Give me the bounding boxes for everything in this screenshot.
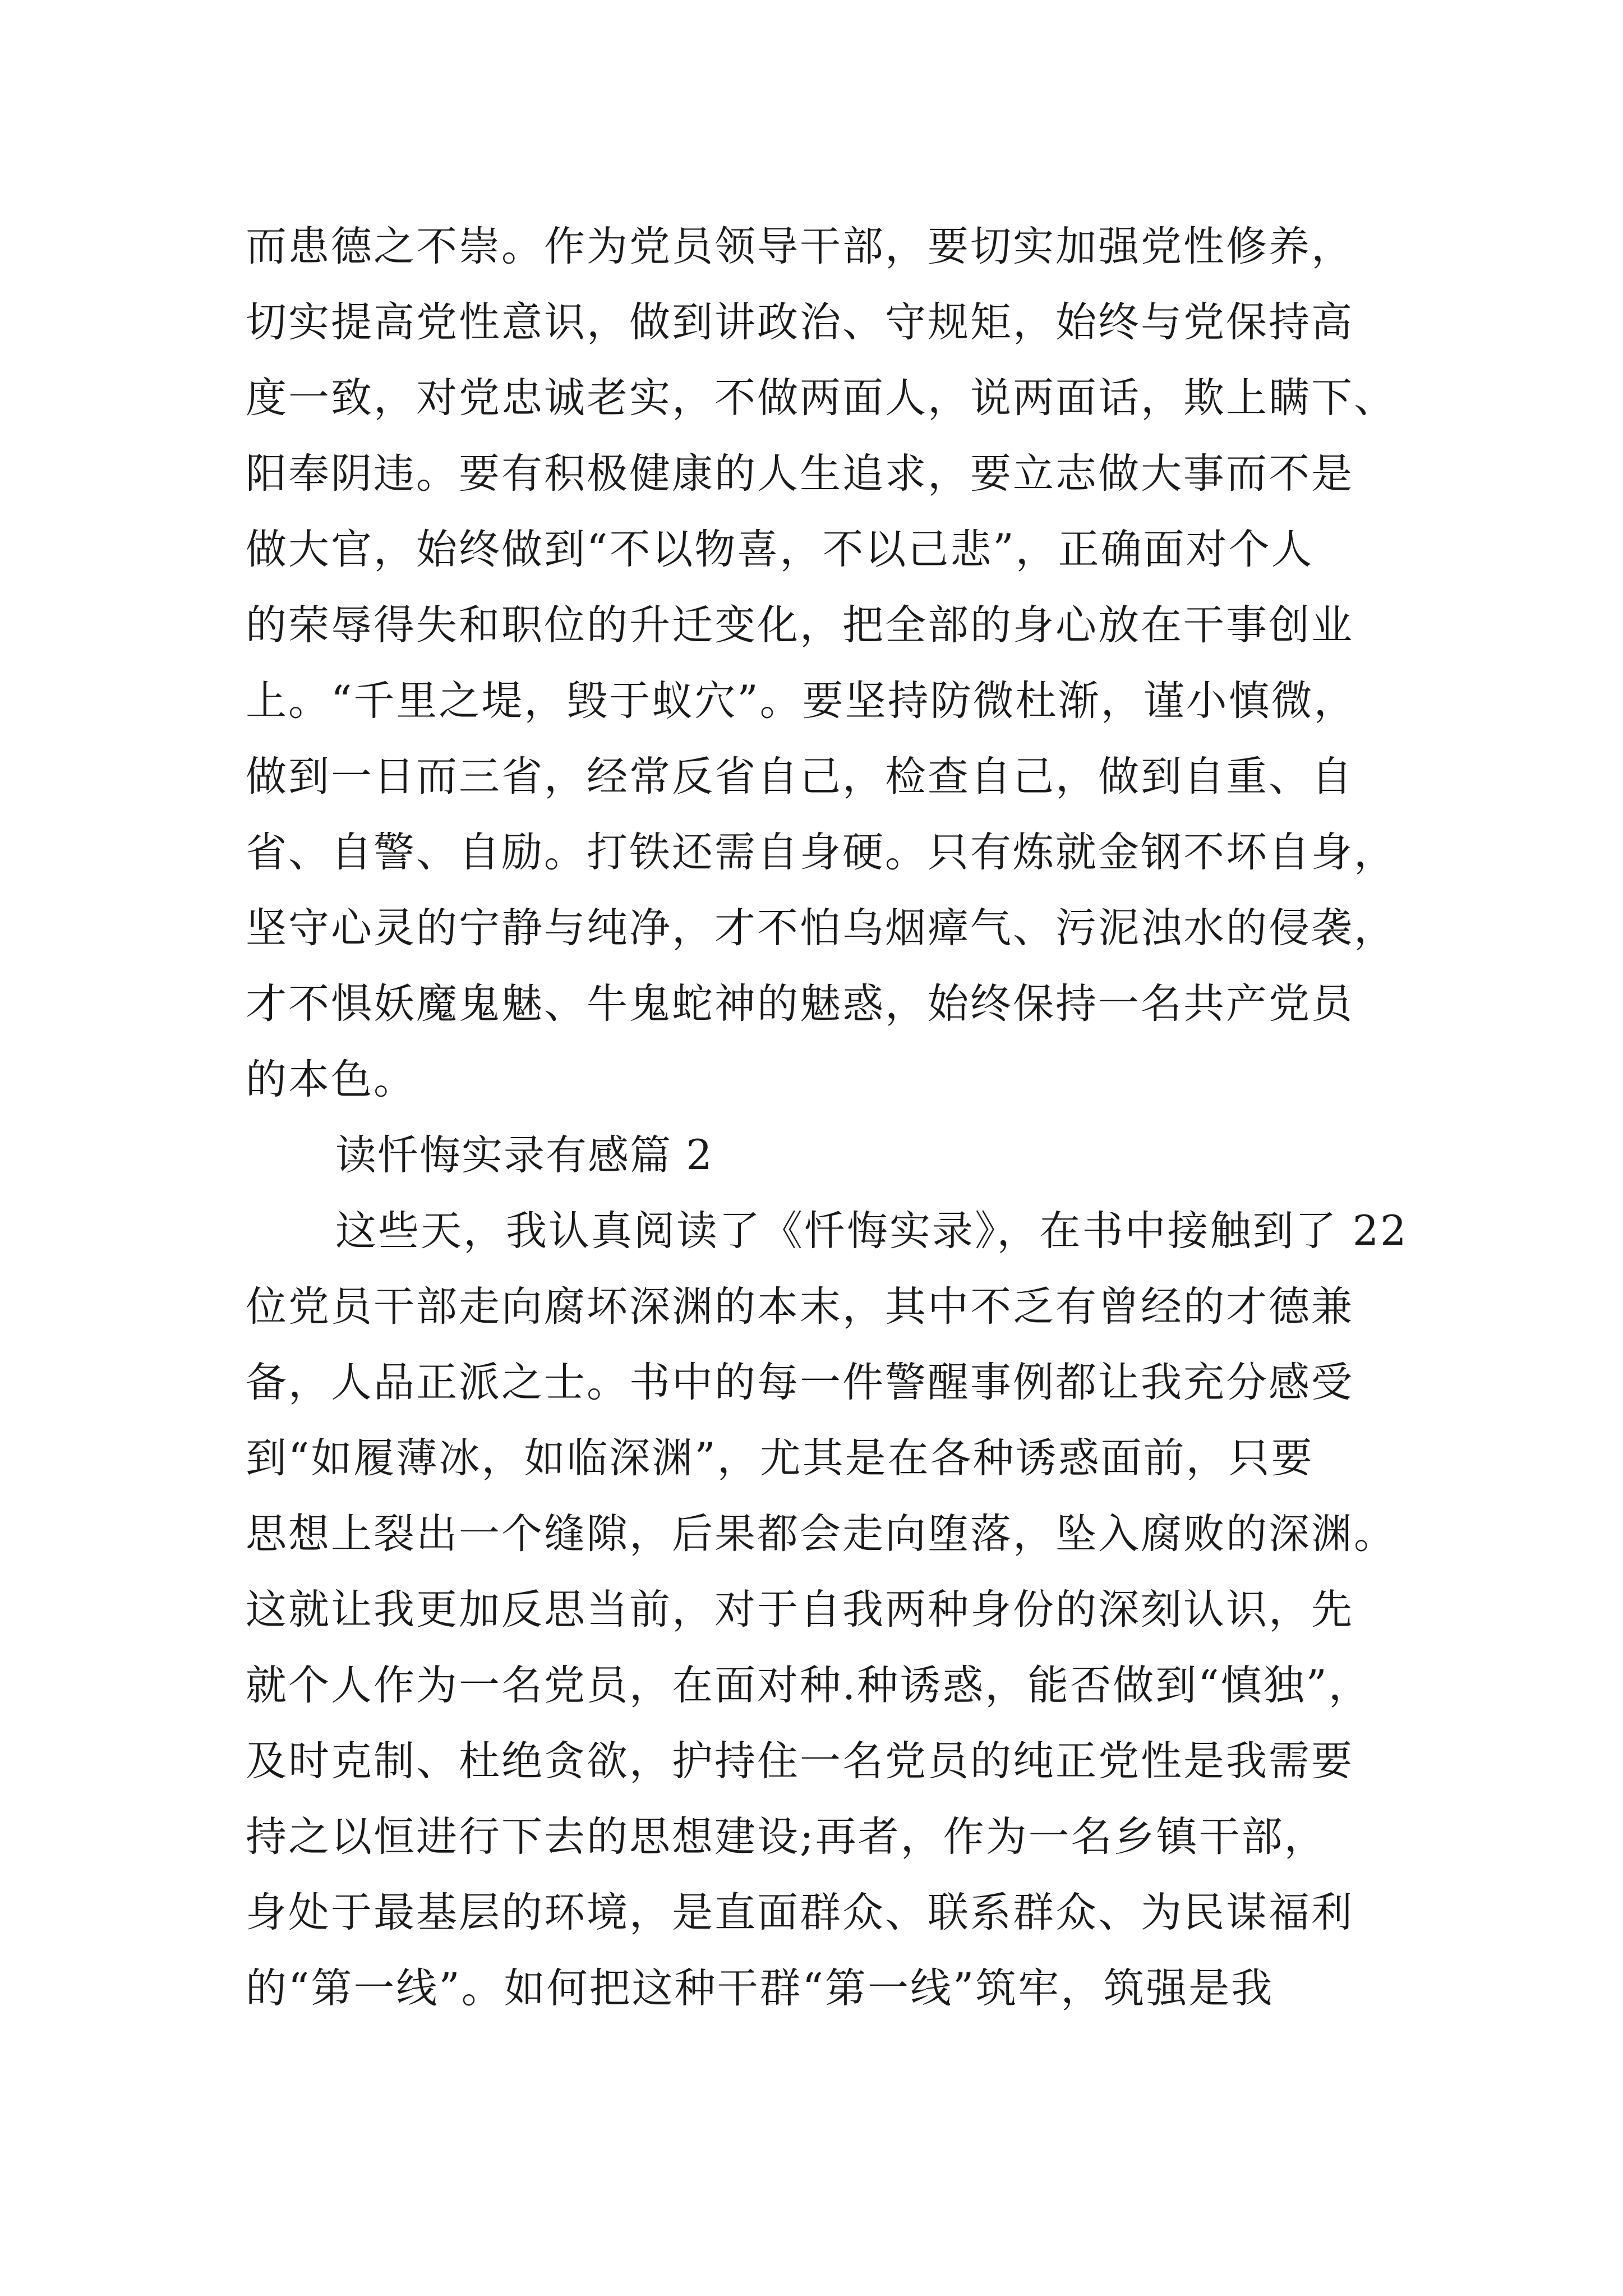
text-line: 的本色。 — [246, 1056, 416, 1103]
text-line: 备，人品正派之士。书中的每一件警醒事例都让我充分感受 — [246, 1359, 1354, 1406]
text-line: 做到一日而三省，经常反省自己，检查自己，做到自重、自 — [246, 753, 1354, 800]
text-line: 而患德之不崇。作为党员领导干部，要切实加强党性修养， — [246, 223, 1354, 270]
text-line: 持之以恒进行下去的思想建设;再者，作为一名乡镇干部， — [246, 1813, 1327, 1861]
text-line: 坚守心灵的宁静与纯净，才不怕乌烟瘴气、污泥浊水的侵袭， — [246, 904, 1396, 952]
paragraph-first-line: 这些天，我认真阅读了《忏悔实录》，在书中接触到了 22 — [335, 1207, 1408, 1255]
text-line: 就个人作为一名党员，在面对种.种诱惑，能否做到“慎独”， — [246, 1662, 1371, 1709]
text-line: 度一致，对党忠诚老实，不做两面人，说两面话，欺上瞒下、 — [246, 374, 1396, 422]
text-line: 这就让我更加反思当前，对于自我两种身份的深刻认识，先 — [246, 1586, 1354, 1634]
text-line: 思想上裂出一个缝隙，后果都会走向堕落，坠入腐败的深渊。 — [246, 1510, 1396, 1558]
text-line: 上。“千里之堤，毁于蚁穴”。要坚持防微杜渐，谨小慎微， — [246, 677, 1357, 725]
text-line: 到“如履薄冰，如临深渊”，尤其是在各种诱惑面前，只要 — [246, 1434, 1314, 1482]
text-line: 位党员干部走向腐坏深渊的本末，其中不乏有曾经的才德兼 — [246, 1283, 1354, 1331]
text-line: 做大官，始终做到“不以物喜，不以己悲”，正确面对个人 — [246, 526, 1314, 573]
text-line: 才不惧妖魔鬼魅、牛鬼蛇神的魅惑，始终保持一名共产党员 — [246, 980, 1354, 1028]
text-line: 阳奉阴违。要有积极健康的人生追求，要立志做大事而不是 — [246, 450, 1354, 498]
text-line: 切实提高党性意识，做到讲政治、守规矩，始终与党保持高 — [246, 298, 1354, 346]
section-heading: 读忏悔实录有感篇 2 — [335, 1131, 713, 1179]
text-line: 及时克制、杜绝贪欲，护持住一名党员的纯正党性是我需要 — [246, 1737, 1354, 1785]
text-line: 的“第一线”。如何把这种干群“第一线”筑牢，筑强是我 — [246, 1964, 1274, 2012]
text-line: 身处于最基层的环境，是直面群众、联系群众、为民谋福利 — [246, 1889, 1354, 1936]
text-line: 省、自警、自励。打铁还需自身硬。只有炼就金钢不坏自身， — [246, 829, 1396, 876]
text-line: 的荣辱得失和职位的升迁变化，把全部的身心放在干事创业 — [246, 601, 1354, 649]
